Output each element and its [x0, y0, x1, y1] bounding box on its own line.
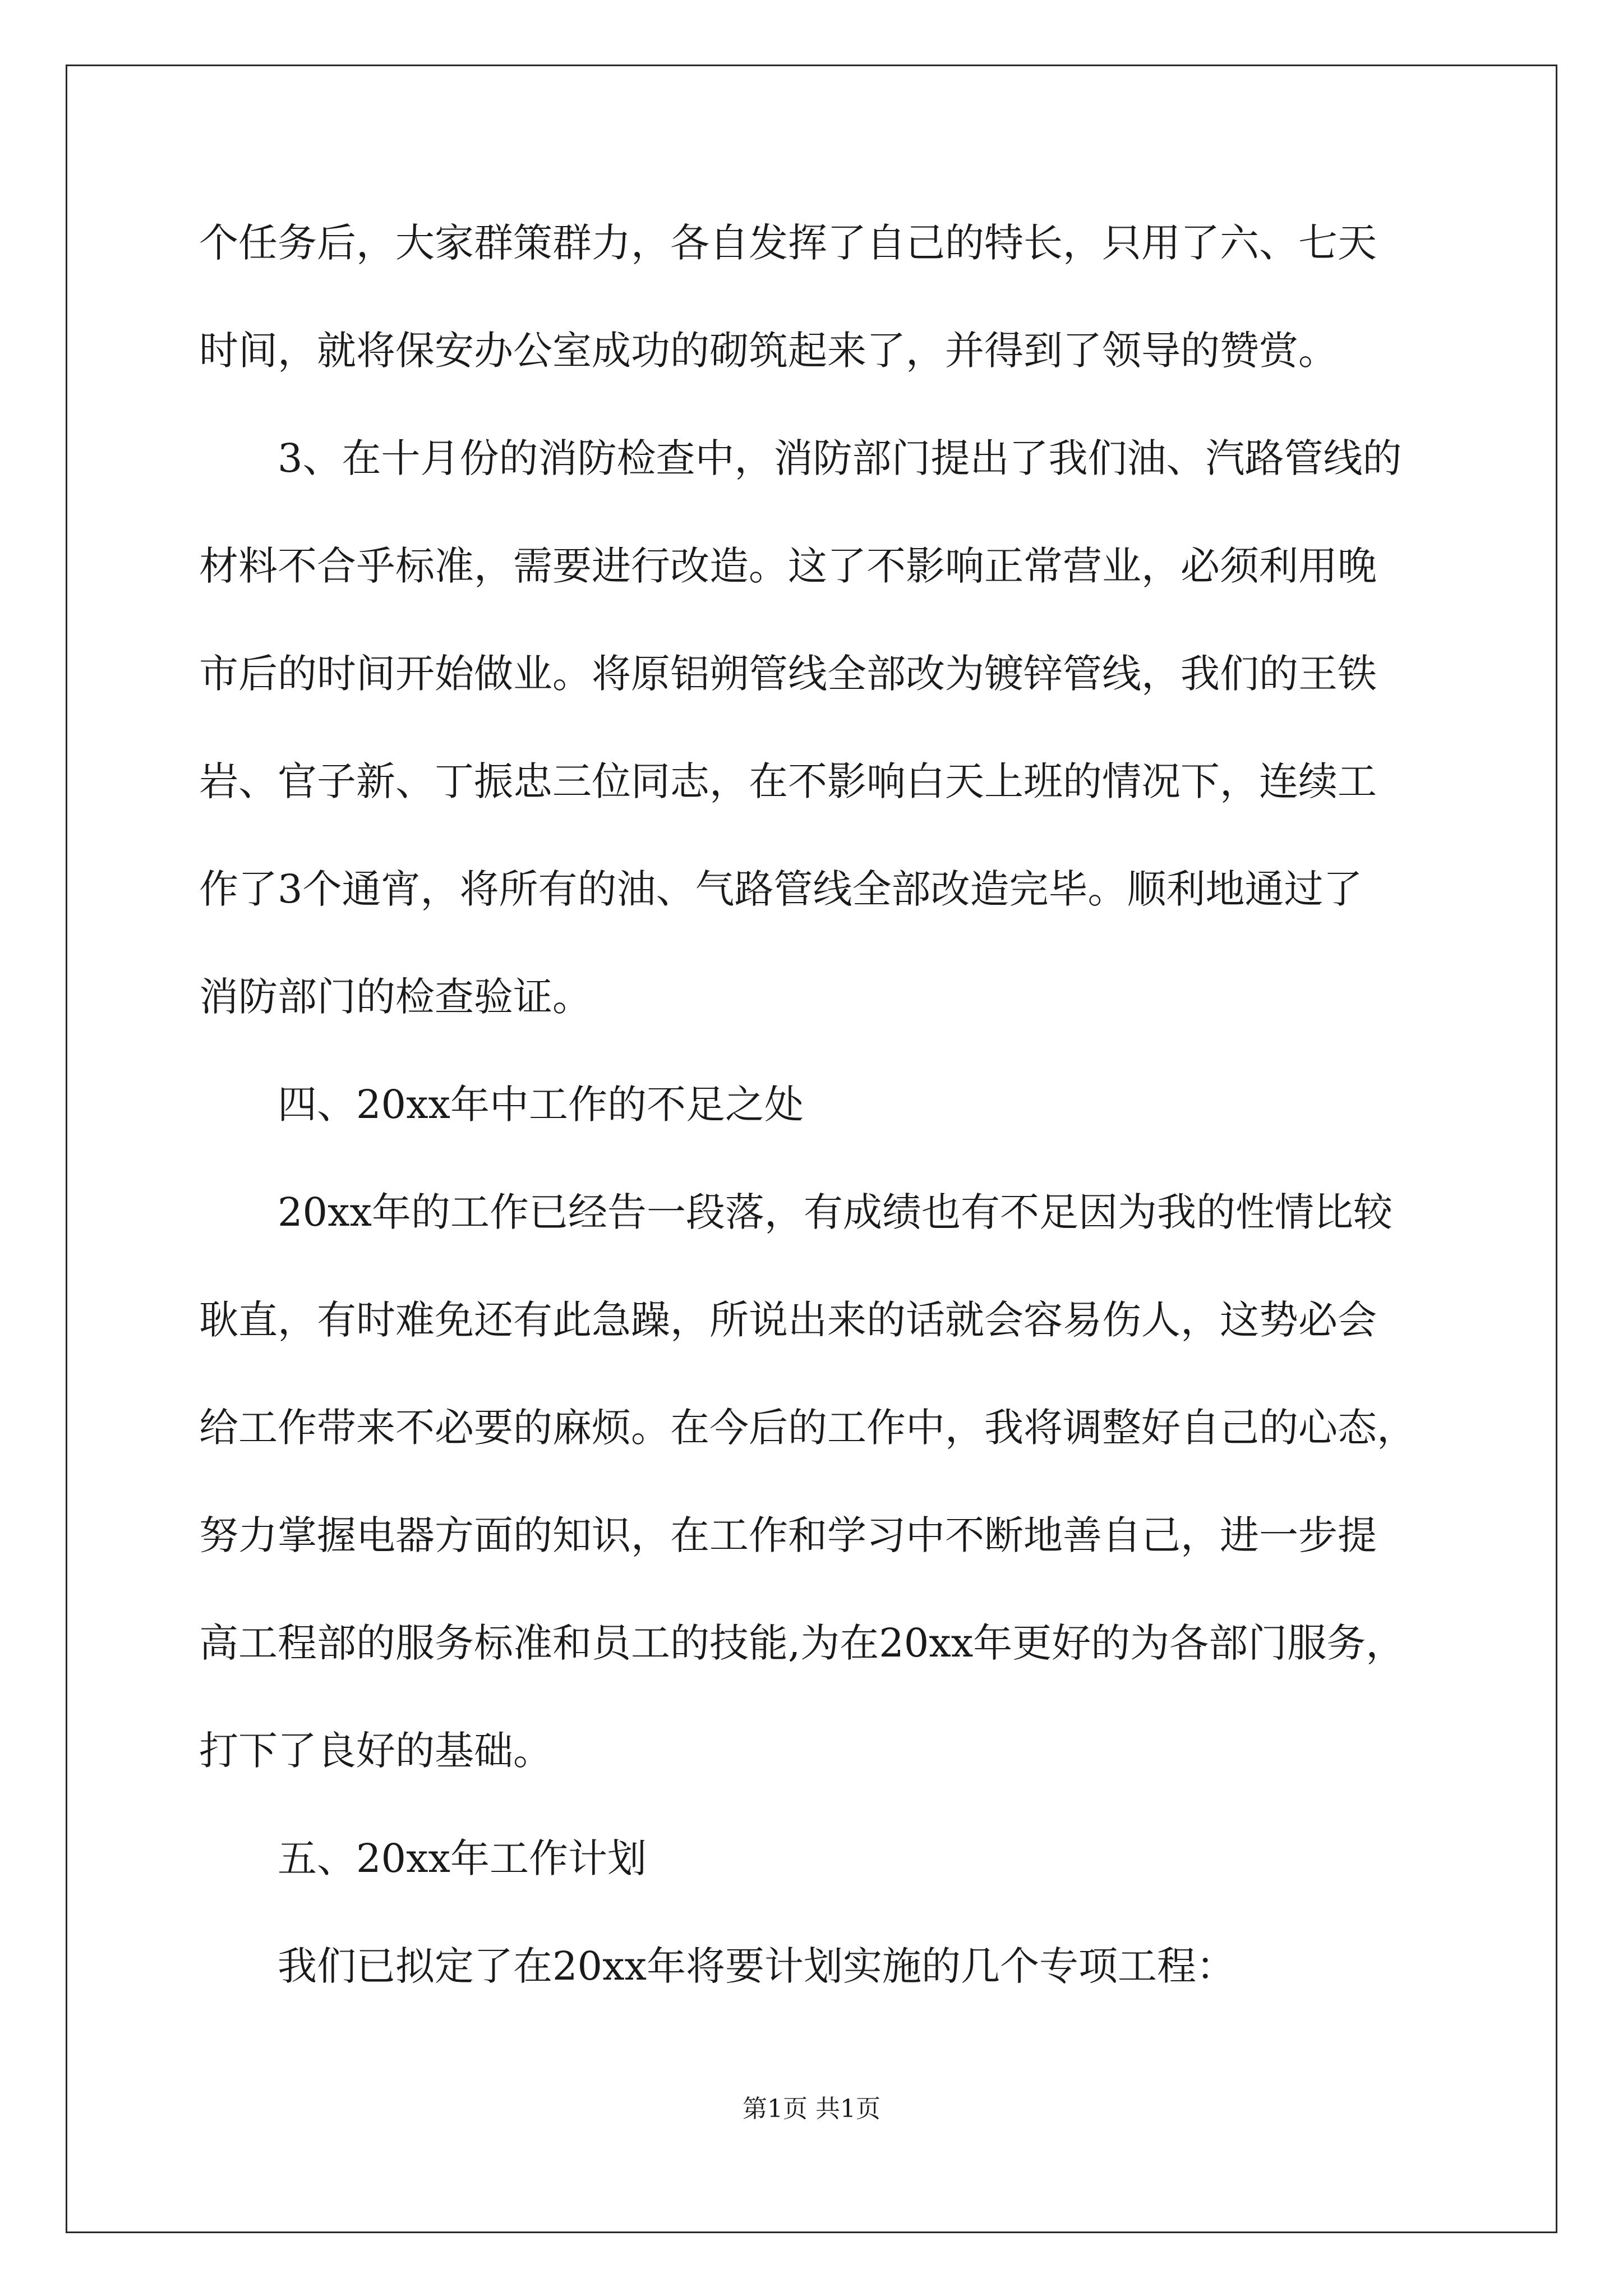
text-line: 消防部门的检查验证。 — [199, 974, 592, 1020]
text-line: 给工作带来不必要的麻烦。在今后的工作中，我将调整好自己的心态， — [199, 1405, 1416, 1451]
paragraph-start: 3、在十月份的消防检查中，消防部门提出了我们油、汽路管线的 — [278, 435, 1402, 481]
line-spacing — [199, 1239, 1433, 1293]
line-spacing — [199, 1670, 1433, 1724]
line-spacing — [199, 916, 1433, 970]
document-body — [199, 216, 1433, 1993]
line-spacing — [199, 378, 1433, 431]
text-line: 耿直，有时难免还有此急躁，所说出来的话就会容易伤人，这势必会 — [199, 1297, 1377, 1343]
text-line: 材料不合乎标准，需要进行改造。这了不影响正常营业，必须利用晚 — [199, 543, 1377, 589]
line-spacing — [199, 701, 1433, 754]
line-spacing — [199, 485, 1433, 539]
line-spacing — [199, 1778, 1433, 1832]
line-spacing — [199, 808, 1433, 862]
line-spacing — [199, 1885, 1433, 1939]
text-line: 岩、官子新、丁振忠三位同志，在不影响白天上班的情况下，连续工 — [199, 758, 1377, 804]
text-line: 市后的时间开始做业。将原铝朔管线全部改为镀锌管线，我们的王铁 — [199, 651, 1377, 697]
line-spacing — [199, 1131, 1433, 1185]
line-spacing — [199, 1562, 1433, 1616]
paragraph-start: 20xx年的工作已经告一段落，有成绩也有不足因为我的性情比较 — [278, 1189, 1393, 1235]
text-line: 高工程部的服务标准和员工的技能,为在20xx年更好的为各部门服务， — [199, 1620, 1405, 1666]
text-line: 努力掌握电器方面的知识，在工作和学习中不断地善自己，进一步提 — [199, 1512, 1377, 1558]
line-spacing — [199, 270, 1433, 324]
line-spacing — [199, 1024, 1433, 1078]
line-spacing — [199, 1455, 1433, 1508]
paragraph-start: 我们已拟定了在20xx年将要计划实施的几个专项工程： — [278, 1943, 1236, 1989]
text-line: 时间，就将保安办公室成功的砌筑起来了，并得到了领导的赞赏。 — [199, 328, 1338, 374]
page-footer: 第1页 共1页 — [743, 2095, 880, 2123]
section-heading: 四、20xx年中工作的不足之处 — [278, 1082, 804, 1128]
text-line: 作了3个通宵，将所有的油、气路管线全部改造完毕。顺利地通过了 — [199, 866, 1363, 912]
section-heading: 五、20xx年工作计划 — [278, 1835, 647, 1881]
text-line: 打下了良好的基础。 — [199, 1728, 552, 1774]
line-spacing — [199, 593, 1433, 647]
text-line: 个任务后，大家群策群力，各自发挥了自己的特长，只用了六、七天 — [199, 220, 1377, 266]
line-spacing — [199, 1347, 1433, 1401]
